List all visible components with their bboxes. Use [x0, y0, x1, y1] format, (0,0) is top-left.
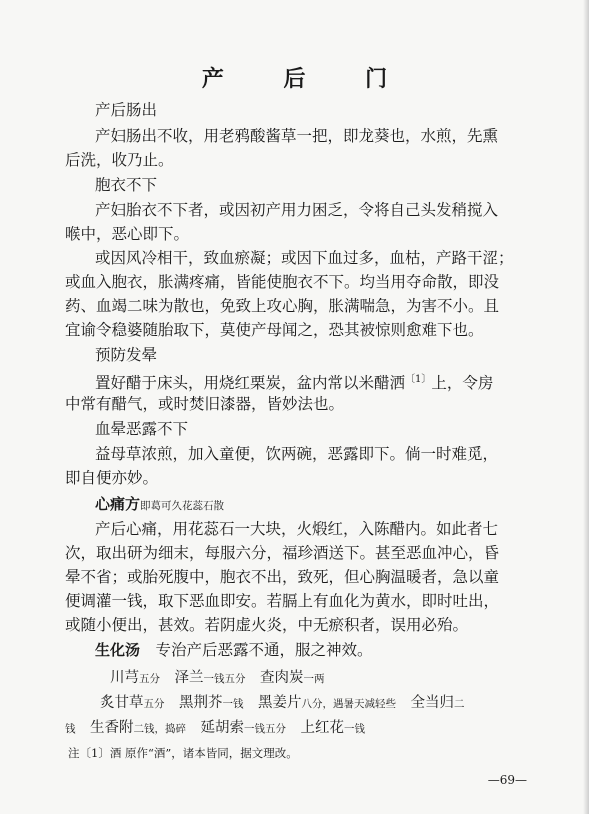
paragraph-line: 药、血竭二味为散也，免致上攻心胸，胀满喘急，为害不小。且 — [65, 297, 500, 315]
section-heading-heart-pain: 心痛方即葛可久花蕊石散 — [95, 495, 225, 513]
paragraph-line: 或随小便出，甚效。若阴虚火炎，中无瘀积者，误用必殆。 — [65, 616, 469, 634]
paragraph-line: 置好醋于床头，用烧红栗炭，盆内常以米醋洒$^{〔1〕}$上，令房 — [95, 374, 494, 392]
paragraph-line: 后洗，收乃止。 — [65, 151, 174, 169]
page-binding-shadow — [583, 0, 589, 814]
ingredient-line: 炙甘草五分 黑荆芥一钱 黑姜片八分，遇暑天减轻些 全当归二 — [100, 695, 465, 711]
paragraph-line: 晕不省；或胎死腹中，胞衣不出，致死，但心胸温暖者，急以童 — [65, 568, 500, 586]
footnote-marker: 〔1〕 — [405, 374, 432, 385]
paragraph-line: 或因风冷相干，致血瘀凝；或因下血过多，血枯，产路干涩； — [95, 249, 514, 267]
section-heading-lochia: 血晕恶露不下 — [95, 420, 189, 438]
paragraph-line: 便调灌一钱，取下恶血即安。若膈上有血化为黄水，即时吐出， — [65, 592, 500, 610]
paragraph-line: 次，取出研为细末，每服六分，福珍酒送下。甚至恶血冲心，昏 — [65, 544, 500, 562]
paragraph-line: 喉中，恶心即下。 — [65, 225, 190, 243]
section-heading-postpartum-prolapse: 产后肠出 — [95, 101, 158, 119]
page-number: —69— — [487, 773, 527, 787]
paragraph-line: 或血入胞衣，胀满疼痛，皆能使胞衣不下。均当用夺命散，即没 — [65, 273, 500, 291]
footnote: 注〔1〕酒 原作“酒”，诸本皆同，据文理改。 — [68, 746, 298, 760]
paragraph-line: 即自便亦妙。 — [65, 469, 159, 487]
section-heading-shenghua-decoction: 生化汤 专治产后恶露不通，服之神效。 — [95, 641, 373, 659]
paragraph-line: 产妇胎衣不下者，或因初产用力困乏，令将自己头发稍搅入 — [95, 201, 499, 219]
section-heading-dizziness: 预防发晕 — [95, 346, 158, 364]
section-heading-placenta: 胞衣不下 — [95, 176, 158, 194]
paragraph-line: 产妇肠出不收，用老鸦酸酱草一把，即龙葵也，水煎，先熏 — [95, 127, 499, 145]
paragraph-line: 中常有醋气，或时焚旧漆器，皆妙法也。 — [65, 395, 345, 413]
paragraph-line: 宜谕令稳婆随胎取下，莫使产母闻之，恐其被惊则愈难下也。 — [65, 321, 484, 339]
ingredient-line: 钱 生香附二钱，捣碎 延胡索一钱五分 上红花一钱 — [65, 720, 365, 736]
page-title: 产 后 门 — [201, 67, 414, 92]
ingredient-line: 川芎五分 泽兰一钱五分 查肉炭一两 — [110, 670, 325, 686]
paragraph-line: 益母草浓煎，加入童便，饮两碗，恶露即下。倘一时难觅， — [95, 445, 499, 463]
paragraph-line: 产后心痛，用花蕊石一大块，火煅红，入陈醋内。如此者七 — [95, 520, 499, 538]
